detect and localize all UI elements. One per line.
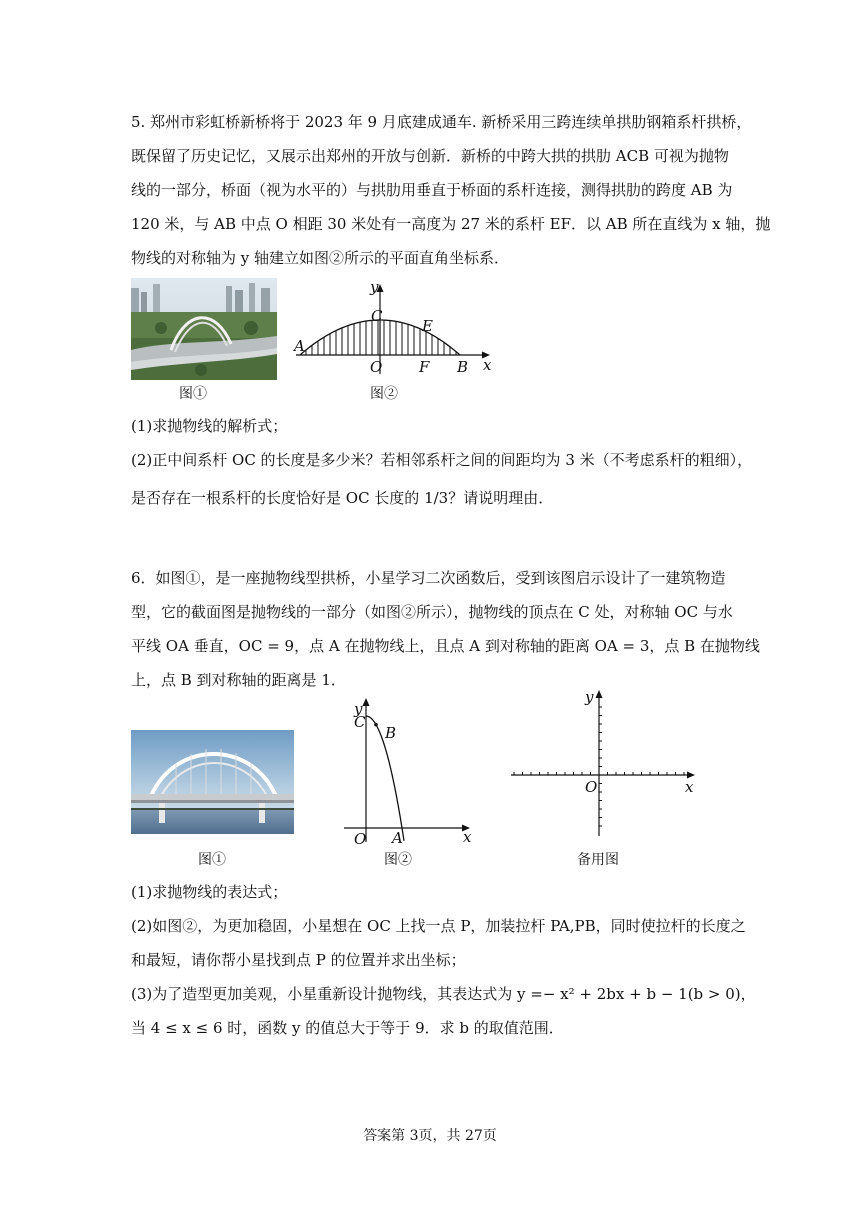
q6-label-O: O [354,830,367,848]
q5-sub-1: (1)求抛物线的解析式； [131,417,288,435]
q5-label-y: y [370,278,379,296]
q6-sub-2-line-1: (2)如图②，为更加稳固，小星想在 OC 上找一点 P，加装拉杆 PA,PB，同时使拉杆的长度之 [131,917,746,935]
q5-bridge-photo-art [131,278,277,380]
q6-y-axis-arrow [363,698,370,706]
q6-line-4: 上，点 B 到对称轴的距离是 1． [131,671,346,689]
q6-fig1-caption: 图① [198,852,226,868]
q6-fig2-caption: 图② [384,852,412,868]
q5-line-1: 5. 郑州市彩虹桥新桥将于 2023 年 9 月底建成通车. 新桥采用三跨连续单拱肋钢箱系杆拱桥， [131,113,752,131]
q6-label-x: x [463,828,472,846]
page-footer: 答案第 3页，共 27页 [363,1128,497,1144]
q6-sub-1: (1)求抛物线的表达式； [131,883,288,901]
q5-label-F: F [419,358,430,376]
q6-spare-label-x: x [685,778,694,796]
q5-label-B: B [457,358,469,376]
q6-label-C: C [354,713,366,731]
q6-bridge-photo [131,730,294,834]
q6-spare-y-arrow [596,690,603,698]
q5-line-3: 线的一部分，桥面（视为水平的）与拱肋用垂直于桥面的系杆连接，测得拱肋的跨度 AB 为 [131,181,733,199]
q6-point-B [374,723,378,727]
q6-sub-3-line-1: (3)为了造型更加美观，小星重新设计抛物线，其表达式为 y =− x² + 2bx + b − 1(b > 0)， [131,985,756,1003]
q6-spare-label-O: O [585,778,598,796]
q5-sub-2-line-1: (2)正中间系杆 OC 的长度是多少米？若相邻系杆之间的间距均为 3 米（不考虑系杆的粗细）， [131,451,753,469]
q6-bridge-photo-art [131,730,294,834]
q5-bridge-photo [131,278,277,380]
q5-fig1-caption: 图① [179,386,207,402]
q6-spare-label-y: y [585,688,594,706]
q5-arch-diagram [290,276,500,380]
q6-spare-axes [505,686,705,838]
q6-label-B: B [385,724,397,742]
q5-sub-2-line-2: 是否存在一根系杆的长度恰好是 OC 长度的 1/3？请说明理由． [131,489,554,507]
q6-label-y: y [354,700,363,718]
q5-vertical-rods [306,320,456,355]
q6-line-1: 6．如图①，是一座抛物线型拱桥，小星学习二次函数后，受到该图启示设计了一建筑物造 [131,569,726,587]
q6-fig3-caption: 备用图 [577,852,619,868]
q5-label-A: A [294,337,305,355]
q5-fig2-caption: 图② [370,386,398,402]
q5-line-5: 物线的对称轴为 y 轴建立如图②所示的平面直角坐标系． [131,249,510,267]
q6-line-3: 平线 OA 垂直，OC = 9，点 A 在抛物线上，且点 A 到对称轴的距离 OA = 3，点 B 在抛物线 [131,637,760,655]
q5-line-4: 120 米，与 AB 中点 O 相距 30 米处有一高度为 27 米的系杆 EF．以 AB 所在直线为 x 轴，抛 [131,215,771,233]
q6-parabola-diagram [330,696,480,848]
q6-sub-3-line-2: 当 4 ≤ x ≤ 6 时，函数 y 的值总大于等于 9．求 b 的取值范围． [131,1019,564,1037]
q5-label-E: E [422,317,433,335]
q5-label-C: C [371,307,383,325]
q6-line-2: 型，它的截面图是抛物线的一部分（如图②所示），抛物线的顶点在 C 处，对称轴 OC 与水 [131,603,733,621]
q5-line-2: 既保留了历史记忆，又展示出郑州的开放与创新．新桥的中跨大拱的拱肋 ACB 可视为抛物 [131,147,729,165]
q5-label-x: x [483,356,492,374]
q6-sub-2-line-2: 和最短，请你帮小星找到点 P 的位置并求出坐标； [131,951,466,969]
q6-label-A: A [392,829,403,847]
q5-label-O: O [370,358,383,376]
